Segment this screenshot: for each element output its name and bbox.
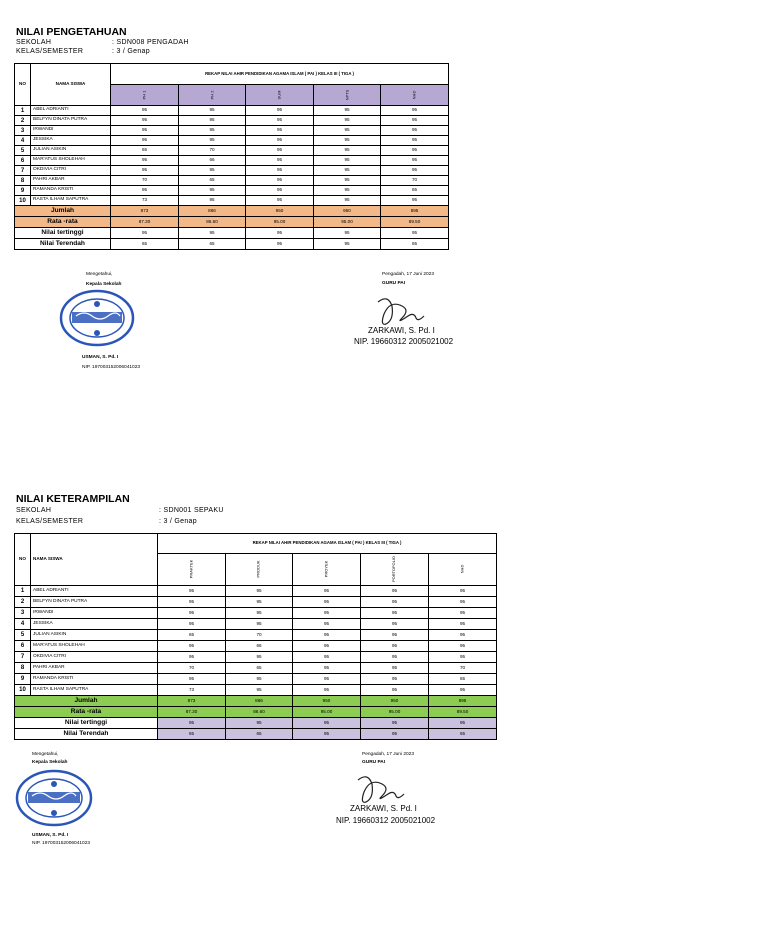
grade-cell: 95: [314, 156, 381, 166]
grade-cell: 95: [111, 186, 179, 196]
student-name: ABEL ADRIANTI: [31, 106, 111, 116]
student-name: JULIAN ASIKIN: [31, 630, 158, 641]
summary-row: [15, 206, 449, 217]
grade-cell: 95: [381, 156, 449, 166]
summary-cell: 65: [111, 239, 179, 250]
guru-pai-label: GURU PAI: [362, 760, 386, 765]
guru-pai-name: ZARKAWI, S. Pd. I: [368, 326, 435, 335]
student-name: RAMANDA KRISTI: [31, 186, 111, 196]
grade-cell: 95: [314, 106, 381, 116]
date-place-label: Pengadah, 17 Juni 2023: [382, 272, 435, 277]
summary-cell: 873: [111, 206, 179, 217]
grade-cell: 65: [111, 146, 179, 156]
row-number: 6: [15, 156, 31, 166]
grade-cell: 95: [179, 166, 246, 176]
summary-cell: 95.00: [314, 217, 381, 228]
grade-cell: 95: [226, 608, 293, 619]
student-name: JESSIKA: [31, 619, 158, 630]
summary-cell: 95: [293, 718, 361, 729]
student-name: BELFYN DINATA PUTRA: [31, 597, 158, 608]
grade-cell: 95: [314, 126, 381, 136]
grade-cell: 95: [111, 166, 179, 176]
school-stamp: [14, 768, 94, 828]
kepala-sekolah-label: Kepala Sekolah: [86, 282, 122, 287]
title-pengetahuan: NILAI PENGETAHUAN: [16, 26, 127, 38]
guru-pai-label: GURU PAI: [382, 281, 406, 286]
grade-cell: 95: [246, 196, 314, 206]
summary-cell: 65: [226, 729, 293, 740]
table-row: [15, 619, 497, 630]
summary-cell: 895: [429, 696, 497, 707]
grade-cell: 95: [179, 126, 246, 136]
grade-cell: 95: [381, 166, 449, 176]
table-row: [15, 674, 497, 685]
grade-cell: 95: [293, 608, 361, 619]
grade-cell: 95: [429, 597, 497, 608]
grade-cell: 95: [314, 136, 381, 146]
kepala-sekolah-nip: NIP. 197003152006041023: [32, 841, 91, 846]
grade-cell: 95: [293, 663, 361, 674]
student-name: BELFYN DINATA PUTRA: [31, 116, 111, 126]
grade-cell: 95: [361, 597, 429, 608]
col-header: PH 2: [179, 85, 246, 106]
grade-cell: 95: [361, 586, 429, 597]
row-number: 1: [15, 586, 31, 597]
table-row: [15, 126, 449, 136]
summary-label: Jumlah: [15, 696, 158, 707]
table-row: [15, 146, 449, 156]
table-row: [15, 630, 497, 641]
grade-cell: 73: [158, 685, 226, 696]
kepala-sekolah-nip: NIP. 197003152006041023: [82, 365, 141, 370]
table-row: [15, 663, 497, 674]
summary-cell: 866: [226, 696, 293, 707]
kelas-label: KELAS/SEMESTER: [16, 48, 84, 55]
grade-cell: 66: [226, 641, 293, 652]
grade-cell: 95: [111, 156, 179, 166]
school-stamp: [58, 288, 136, 348]
student-name: ABEL ADRIANTI: [31, 586, 158, 597]
grade-cell: 95: [381, 146, 449, 156]
summary-cell: 95: [381, 228, 449, 239]
grade-cell: 95: [158, 674, 226, 685]
summary-cell: 95: [314, 228, 381, 239]
student-name: RASTA ILHAM SAPUTRA: [31, 196, 111, 206]
sekolah-value: : SDN001 SEPAKU: [159, 507, 224, 514]
grade-cell: 95: [179, 116, 246, 126]
student-name: OKDIVIA CITRI: [31, 166, 111, 176]
table-row: [15, 652, 497, 663]
sekolah-value: : SDN008 PENGADAH: [112, 39, 189, 46]
student-name: PAHRI AKBAR: [31, 176, 111, 186]
row-number: 2: [15, 597, 31, 608]
summary-cell: 95: [226, 718, 293, 729]
col-header: NPTS: [314, 85, 381, 106]
grade-cell: 95: [246, 136, 314, 146]
grade-cell: 95: [314, 186, 381, 196]
row-number: 1: [15, 106, 31, 116]
header-rekap: REKAP NILAI AHIR PENDIDIKAN AGAMA ISLAM ( PAI ) KELAS III ( TIGA ): [111, 64, 449, 85]
grade-cell: 95: [381, 116, 449, 126]
row-number: 3: [15, 126, 31, 136]
table-row: [15, 186, 449, 196]
summary-cell: 89.50: [381, 217, 449, 228]
grade-cell: 95: [293, 652, 361, 663]
summary-cell: 89.50: [429, 707, 497, 718]
grade-cell: 95: [111, 106, 179, 116]
grade-cell: 95: [429, 586, 497, 597]
grade-cell: 70: [158, 663, 226, 674]
mengetahui-label: Mengetahui,: [32, 752, 59, 757]
grade-cell: 95: [179, 136, 246, 146]
summary-cell: 873: [158, 696, 226, 707]
row-number: 6: [15, 641, 31, 652]
summary-cell: 65: [429, 729, 497, 740]
header-no: NO: [15, 534, 31, 586]
summary-cell: 95: [293, 729, 361, 740]
summary-cell: 65: [179, 239, 246, 250]
summary-label: Nilai Terendah: [15, 239, 111, 250]
grade-table-keterampilan: [14, 533, 497, 740]
summary-cell: 895: [381, 206, 449, 217]
grade-cell: 95: [314, 146, 381, 156]
grade-cell: 95: [293, 586, 361, 597]
grade-cell: 95: [381, 106, 449, 116]
grade-cell: 95: [429, 685, 497, 696]
grade-cell: 95: [226, 652, 293, 663]
summary-cell: 86.60: [179, 217, 246, 228]
grade-cell: 65: [381, 186, 449, 196]
col-header: PROYEK: [293, 554, 361, 586]
summary-row: [15, 228, 449, 239]
grade-cell: 95: [429, 641, 497, 652]
table-row: [15, 641, 497, 652]
header-nama-siswa: NAMA SISWA: [31, 64, 111, 106]
summary-cell: 95: [429, 718, 497, 729]
grade-cell: 95: [293, 641, 361, 652]
summary-row: [15, 718, 497, 729]
grade-cell: 95: [226, 597, 293, 608]
summary-cell: 95: [111, 228, 179, 239]
table-row: [15, 685, 497, 696]
grade-cell: 95: [226, 685, 293, 696]
sekolah-label: SEKOLAH: [16, 507, 52, 514]
grade-cell: 95: [179, 186, 246, 196]
grade-cell: 95: [246, 156, 314, 166]
signature-mark: [368, 292, 448, 328]
grade-cell: 95: [246, 176, 314, 186]
kepala-sekolah-name: USMAN, S. Pd. I: [82, 355, 119, 360]
grade-cell: 95: [314, 116, 381, 126]
grade-cell: 95: [158, 608, 226, 619]
kepala-sekolah-name: USMAN, S. Pd. I: [32, 833, 69, 838]
summary-cell: 95: [246, 228, 314, 239]
grade-cell: 95: [246, 126, 314, 136]
grade-table-pengetahuan: [14, 63, 449, 250]
grade-cell: 65: [226, 663, 293, 674]
student-name: JULIAN ASIKIN: [31, 146, 111, 156]
table-row: [15, 106, 449, 116]
kelas-label: KELAS/SEMESTER: [16, 518, 84, 525]
summary-cell: 87.30: [111, 217, 179, 228]
col-header: PH 1: [111, 85, 179, 106]
grade-cell: 70: [429, 663, 497, 674]
grade-cell: 95: [381, 126, 449, 136]
grade-cell: 95: [429, 630, 497, 641]
student-name: PAHRI AKBAR: [31, 663, 158, 674]
grade-cell: 95: [246, 186, 314, 196]
student-name: IRWANDI: [31, 126, 111, 136]
grade-cell: 95: [361, 663, 429, 674]
header-nama-siswa: NAMA SISWA: [31, 534, 158, 586]
guru-pai-name: ZARKAWI, S. Pd. I: [350, 804, 417, 813]
grade-cell: 95: [158, 652, 226, 663]
summary-cell: 950: [314, 206, 381, 217]
summary-cell: 95.00: [246, 217, 314, 228]
grade-cell: 95: [158, 641, 226, 652]
summary-cell: 95: [361, 718, 429, 729]
summary-cell: 95: [179, 228, 246, 239]
student-name: IRWANDI: [31, 608, 158, 619]
grade-cell: 70: [111, 176, 179, 186]
grade-cell: 95: [314, 166, 381, 176]
kelas-value: : 3 / Genap: [112, 48, 150, 55]
row-number: 3: [15, 608, 31, 619]
row-number: 9: [15, 674, 31, 685]
grade-cell: 95: [293, 597, 361, 608]
row-number: 9: [15, 186, 31, 196]
kepala-sekolah-label: Kepala Sekolah: [32, 760, 68, 765]
grade-cell: 70: [226, 630, 293, 641]
summary-cell: 95: [314, 239, 381, 250]
table-row: [15, 608, 497, 619]
summary-label: Rata -rata: [15, 707, 158, 718]
summary-cell: 950: [293, 696, 361, 707]
student-name: RAMANDA KRISTI: [31, 674, 158, 685]
summary-row: [15, 729, 497, 740]
grade-cell: 95: [381, 196, 449, 206]
grade-cell: 95: [179, 106, 246, 116]
row-number: 4: [15, 136, 31, 146]
grade-cell: 95: [158, 619, 226, 630]
summary-row: [15, 696, 497, 707]
table-row: [15, 196, 449, 206]
table-row: [15, 597, 497, 608]
grade-cell: 95: [293, 630, 361, 641]
grade-cell: 70: [179, 146, 246, 156]
grade-cell: 66: [179, 156, 246, 166]
summary-cell: 95.00: [293, 707, 361, 718]
grade-cell: 95: [158, 586, 226, 597]
grade-cell: 95: [314, 176, 381, 186]
grade-cell: 95: [246, 106, 314, 116]
student-name: MAR'ATUS SHOLEHAH: [31, 641, 158, 652]
header-rekap: REKAP NILAI AHIR PENDIDIKAN AGAMA ISLAM ( PAI ) KELAS III ( TIGA ): [158, 534, 497, 554]
grade-cell: 73: [111, 196, 179, 206]
table-row: [15, 176, 449, 186]
summary-cell: 65: [381, 239, 449, 250]
sekolah-label: SEKOLAH: [16, 39, 52, 46]
row-number: 10: [15, 196, 31, 206]
summary-cell: 950: [246, 206, 314, 217]
summary-cell: 95: [246, 239, 314, 250]
summary-cell: 866: [179, 206, 246, 217]
table-row: [15, 586, 497, 597]
grade-cell: 65: [158, 630, 226, 641]
summary-row: [15, 707, 497, 718]
grade-cell: 95: [158, 597, 226, 608]
summary-label: Rata -rata: [15, 217, 111, 228]
grade-cell: 95: [179, 196, 246, 206]
grade-cell: 95: [361, 630, 429, 641]
summary-label: Jumlah: [15, 206, 111, 217]
summary-cell: 950: [361, 696, 429, 707]
row-number: 7: [15, 652, 31, 663]
grade-cell: 95: [293, 685, 361, 696]
grade-cell: 95: [381, 136, 449, 146]
grade-cell: 95: [361, 608, 429, 619]
summary-row: [15, 239, 449, 250]
grade-cell: 95: [361, 685, 429, 696]
grade-cell: 65: [179, 176, 246, 186]
grade-cell: 95: [226, 619, 293, 630]
title-keterampilan: NILAI KETERAMPILAN: [16, 493, 130, 505]
summary-cell: 95.00: [361, 707, 429, 718]
student-name: OKDIVIA CITRI: [31, 652, 158, 663]
student-name: JESSIKA: [31, 136, 111, 146]
grade-cell: 95: [226, 586, 293, 597]
grade-cell: 95: [429, 608, 497, 619]
row-number: 10: [15, 685, 31, 696]
grade-cell: 95: [361, 674, 429, 685]
grade-cell: 95: [429, 652, 497, 663]
row-number: 8: [15, 663, 31, 674]
grade-cell: 95: [111, 126, 179, 136]
row-number: 8: [15, 176, 31, 186]
grade-cell: 95: [361, 652, 429, 663]
summary-cell: 95: [158, 718, 226, 729]
row-number: 2: [15, 116, 31, 126]
summary-cell: 65: [158, 729, 226, 740]
col-header: NHD: [381, 85, 449, 106]
col-header: PRAKTEK: [158, 554, 226, 586]
summary-label: Nilai tertinggi: [15, 718, 158, 729]
guru-pai-nip: NIP. 19660312 2005021002: [354, 337, 454, 346]
grade-cell: 95: [293, 619, 361, 630]
grade-cell: 95: [293, 674, 361, 685]
mengetahui-label: Mengetahui,: [86, 272, 113, 277]
summary-row: [15, 217, 449, 228]
col-header: SUM: [246, 85, 314, 106]
grade-cell: 95: [361, 641, 429, 652]
row-number: 5: [15, 146, 31, 156]
col-header: PORTOFOLIO: [361, 554, 429, 586]
grade-cell: 95: [111, 116, 179, 126]
kelas-value: : 3 / Genap: [159, 518, 197, 525]
student-name: RASTA ILHAM SAPUTRA: [31, 685, 158, 696]
table-row: [15, 136, 449, 146]
student-name: MAR'ATUS SHOLEHAH: [31, 156, 111, 166]
guru-pai-nip: NIP. 19660312 2005021002: [336, 816, 436, 825]
grade-cell: 65: [429, 674, 497, 685]
header-no: NO: [15, 64, 31, 106]
date-place-label: Pengadah, 17 Juni 2023: [362, 752, 415, 757]
summary-cell: 95: [361, 729, 429, 740]
col-header: NHD: [429, 554, 497, 586]
grade-cell: 95: [361, 619, 429, 630]
table-row: [15, 166, 449, 176]
grade-cell: 95: [429, 619, 497, 630]
grade-cell: 95: [111, 136, 179, 146]
summary-label: Nilai tertinggi: [15, 228, 111, 239]
grade-cell: 95: [226, 674, 293, 685]
grade-cell: 95: [314, 196, 381, 206]
row-number: 7: [15, 166, 31, 176]
signature-mark: [348, 770, 428, 806]
summary-cell: 87.30: [158, 707, 226, 718]
col-header: PRODUK: [226, 554, 293, 586]
table-row: [15, 156, 449, 166]
summary-cell: 86.60: [226, 707, 293, 718]
grade-cell: 95: [246, 146, 314, 156]
table-row: [15, 116, 449, 126]
grade-cell: 70: [381, 176, 449, 186]
grade-cell: 95: [246, 166, 314, 176]
row-number: 4: [15, 619, 31, 630]
row-number: 5: [15, 630, 31, 641]
summary-label: Nilai Terendah: [15, 729, 158, 740]
grade-cell: 95: [246, 116, 314, 126]
